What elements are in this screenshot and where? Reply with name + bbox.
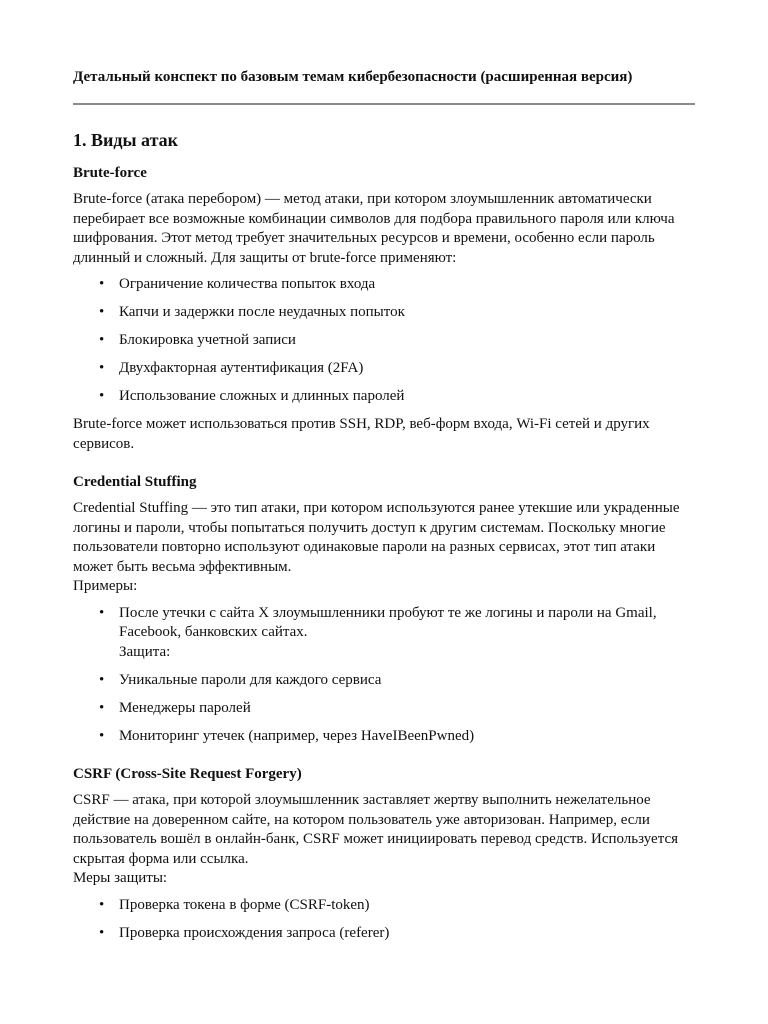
list-item: • Уникальные пароли для каждого сервиса <box>73 671 698 691</box>
brute-force-intro: Brute-force (атака перебором) — метод атаки, при котором злоумышленник автоматически перебирает все возможные комбинации символов для подбора правильного пароля или ключа шифрования. Этот метод требует значительных ресурсов и времени, особенно если пароль длинный и сложный. Для защиты от brute-force применяют: <box>73 191 675 266</box>
bullet-icon: • <box>99 388 105 404</box>
list-item: • Мониторинг утечек (например, через HaveIBeenPwned) <box>73 727 698 747</box>
document-title: Детальный конспект по базовым темам кибербезопасности (расширенная версия) <box>73 69 633 85</box>
protection-label: Защита: <box>119 643 171 660</box>
credential-stuffing-heading: Credential Stuffing <box>73 474 197 490</box>
bullet-icon: • <box>99 276 105 292</box>
bullet-icon: • <box>99 727 105 744</box>
csrf-intro: CSRF — атака, при которой злоумышленник заставляет жертву выполнить нежелательное действие на доверенном сайте, на котором пользователь уже авторизован. Например, если пользователь вошёл в онлайн-банк, CSRF может инициировать перевод средств. Используется скрытая форма или ссылка. <box>73 792 679 867</box>
examples-label: Примеры: <box>73 578 138 594</box>
brute-force-outro: Brute-force может использоваться против SSH, RDP, веб-форм входа, Wi-Fi сетей и других сервисов. <box>73 416 650 452</box>
credential-stuffing-list <box>73 604 698 747</box>
document-body <box>73 128 698 961</box>
bullet-icon: • <box>99 671 105 688</box>
title-divider <box>73 103 695 105</box>
bullet-icon: • <box>99 604 105 621</box>
bullet-icon: • <box>99 332 105 348</box>
credential-stuffing-intro: Credential Stuffing — это тип атаки, при котором используются ранее утекшие или украденные логины и пароли, чтобы попытаться получить доступ к другим системам. Поскольку многие пользователи повторно используют одинаковые пароли на разных сервисах, этот тип атаки может быть весьма эффективным. <box>73 500 680 575</box>
list-item: • Проверка токена в форме (CSRF-token) <box>73 896 698 916</box>
brute-force-heading: Brute-force <box>73 165 147 181</box>
example-text: После утечки с сайта X злоумышленники пробуют те же логины и пароли на Gmail, Facebook, банковских сайтах. <box>119 604 657 640</box>
credential-stuffing-block <box>73 472 698 746</box>
bullet-icon: • <box>99 924 105 941</box>
brute-force-block <box>73 163 698 454</box>
csrf-block <box>73 764 698 943</box>
bullet-icon: • <box>99 304 105 320</box>
list-item <box>73 604 698 663</box>
brute-force-protection-list <box>73 275 698 407</box>
bullet-icon: • <box>99 896 105 913</box>
csrf-heading: CSRF (Cross-Site Request Forgery) <box>73 766 302 782</box>
list-item: • Двухфакторная аутентификация (2FA) <box>73 359 698 379</box>
section-heading-attack-types: 1. Виды атак <box>73 130 179 150</box>
list-item: • Блокировка учетной записи <box>73 331 698 351</box>
measures-label: Меры защиты: <box>73 870 168 886</box>
bullet-icon: • <box>99 360 105 376</box>
list-item: • Менеджеры паролей <box>73 699 698 719</box>
bullet-icon: • <box>99 699 105 716</box>
csrf-measures-list <box>73 896 698 944</box>
list-item: • Ограничение количества попыток входа <box>73 275 698 295</box>
list-item: • Капчи и задержки после неудачных попыток <box>73 303 698 323</box>
list-item: • Использование сложных и длинных паролей <box>73 387 698 407</box>
list-item: • Проверка происхождения запроса (referer) <box>73 924 698 944</box>
